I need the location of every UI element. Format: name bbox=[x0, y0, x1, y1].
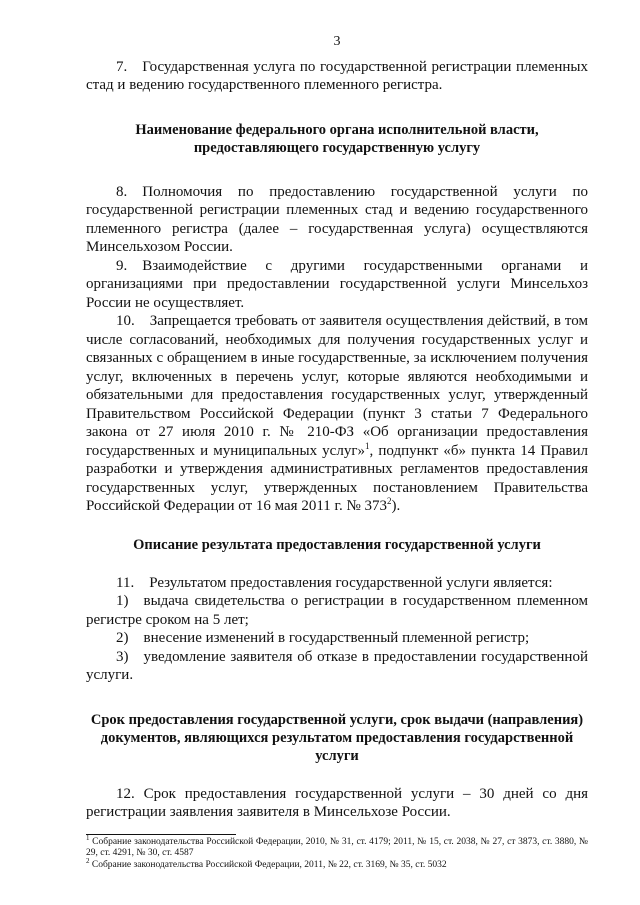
footnote-2-text: Собрание законодательства Российской Федерации, 2011, № 22, ст. 3169, № 35, ст. 5032 bbox=[89, 859, 447, 870]
paragraph-7: 7. Государственная услуга по государственной регистрации племенных стад и ведению государственного племенного регистра. bbox=[86, 58, 588, 93]
footnote-ref-1: 1 bbox=[364, 440, 370, 451]
footnote-2 bbox=[86, 856, 588, 872]
footnote-divider bbox=[86, 834, 236, 835]
footnote-1 bbox=[86, 833, 588, 860]
paragraph-10-text-3: ). bbox=[391, 498, 401, 514]
section-heading-deadline: Срок предоставления государственной услуги, срок выдачи (направления) документов, являющихся результатом предоставления государственной услуги bbox=[90, 711, 584, 764]
page-number: 3 bbox=[333, 34, 341, 49]
list-item-1: 1) выдача свидетельства о регистрации в государственном племенном регистре сроком на 5 лет; bbox=[86, 593, 588, 628]
paragraph-10-text-2: , подпункт «б» пункта 14 Правил разработки и утверждения административных регламентов предоставления государственных услуг, утвержденных постановлением Правительства Российской Федерации от 16 мая 2011 г. № 373 bbox=[86, 442, 588, 514]
paragraph-11: 11. Результатом предоставления государственной услуги является: bbox=[116, 574, 553, 591]
footnote-ref-2: 2 bbox=[387, 496, 392, 506]
list-item-2: 2) внесение изменений в государственный племенной регистр; bbox=[116, 630, 530, 646]
footnote-2-mark: 2 bbox=[86, 856, 90, 865]
section-heading-federal-authority: Наименование федерального органа исполнительной власти, предоставляющего государственную услугу bbox=[135, 121, 539, 156]
paragraph-10-text-1: 10. Запрещается требовать от заявителя осуществления действий, в том числе согласований, необходимых для получения государственных услуг и связанных с обращением в иные государственные, за исключением получения услуг, включенных в перечень услуг, которые являются необходимыми и обязательными для предоставления государственных услуг, утвержденный Правительством Российской Федерации (пункт 3 статьи 7 Федерального закона от 27 июля 2010 г. № 210-ФЗ «Об организации предоставления государственных и муниципальных услуг» bbox=[86, 313, 588, 459]
paragraph-12: 12. Срок предоставления государственной услуги – 30 дней со дня регистрации заявления заявителя в Минсельхозе России. bbox=[86, 785, 588, 820]
section-heading-result: Описание результата предоставления государственной услуги bbox=[133, 536, 541, 553]
paragraph-8: 8. Полномочия по предоставлению государственной услуги по государственной регистрации племенных стад и ведению государственного племенного регистра (далее – государственная услуга) осуществляются Минсельхозом России. bbox=[86, 183, 588, 255]
paragraph-10 bbox=[86, 312, 588, 516]
footnote-1-mark: 1 bbox=[86, 833, 90, 842]
paragraph-9: 9. Взаимодействие с другими государственными органами и организациями при предоставлении государственной услуги Минсельхоз России не осуществляет. bbox=[86, 257, 588, 311]
list-item-3: 3) уведомление заявителя об отказе в предоставлении государственной услуги. bbox=[86, 648, 588, 683]
footnote-1-text: Собрание законодательства Российской Федерации, 2010, № 31, ст. 4179; 2011, № 15, ст. 2038, № 27, ст 3873, ст. 3880, № 29, ст. 4291, № 30, ст. 4587 bbox=[86, 836, 588, 858]
